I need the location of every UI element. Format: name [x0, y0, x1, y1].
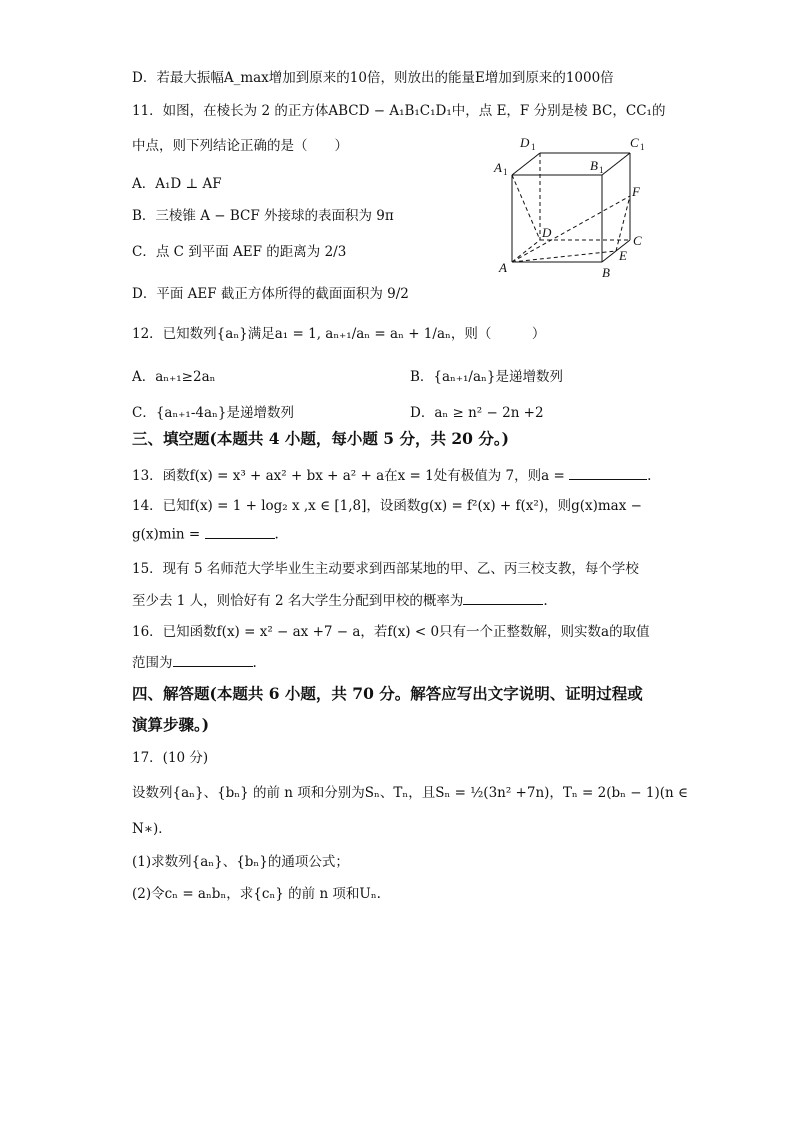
svg-text:1: 1: [503, 167, 508, 177]
question-17-part-2: (2)令cₙ = aₙbₙ，求{cₙ} 的前 n 项和Uₙ.: [132, 886, 381, 902]
q12-option-a: A．aₙ₊₁≥2aₙ: [132, 369, 216, 385]
answer-blank: [173, 653, 253, 668]
question-17-title: 17．(10 分): [132, 750, 209, 766]
q12-option-b: B．{aₙ₊₁/aₙ}是递增数列: [410, 369, 563, 385]
question-16-cont: 范围为 .: [132, 651, 257, 671]
answer-blank: [463, 591, 543, 606]
section-3-heading: 三、填空题(本题共 4 小题，每小题 5 分，共 20 分。): [132, 429, 509, 448]
q12-option-d: D．aₙ ≥ n² − 2n +2: [410, 405, 544, 421]
q11-option-a: A．A₁D ⊥ AF: [132, 176, 222, 192]
question-11: 11．如图，在棱长为 2 的正方体ABCD − A₁B₁C₁D₁中，点 E，F 分别是棱 BC，CC₁的: [132, 103, 666, 119]
svg-text:1: 1: [640, 142, 645, 152]
label-b: B: [602, 265, 610, 280]
question-17-part-1: (1)求数列{aₙ}、{bₙ}的通项公式；: [132, 854, 349, 870]
section-4-heading-cont: 演算步骤。): [132, 715, 210, 734]
question-16: 16．已知函数f(x) = x² − ax +7 − a，若f(x) < 0只有一个正整数解，则实数a的取值: [132, 624, 650, 640]
question-15-cont: 至少去 1 人，则恰好有 2 名大学生分配到甲校的概率为 .: [132, 589, 548, 609]
question-14: 14．已知f(x) = 1 + log₂ x ,x ∈ [1,8]，设函数g(x) = f²(x) + f(x²)，则g(x)max −: [132, 498, 642, 514]
cube-figure: [490, 130, 650, 280]
option-d-q10: D．若最大振幅A_max增加到原来的10倍，则放出的能量E增加到原来的1000倍: [132, 70, 614, 86]
q12-option-c: C．{aₙ₊₁-4aₙ}是递增数列: [132, 405, 294, 421]
label-a1: A: [494, 160, 502, 175]
question-15: 15．现有 5 名师范大学毕业生主动要求到西部某地的甲、乙、丙三校支教，每个学校: [132, 561, 639, 577]
question-11-cont: 中点，则下列结论正确的是（ ）: [132, 138, 348, 154]
label-a: A: [499, 260, 507, 275]
label-e: E: [619, 248, 627, 263]
answer-blank: [569, 466, 647, 481]
question-14-cont: g(x)min = .: [132, 524, 279, 543]
svg-text:1: 1: [599, 165, 604, 175]
q11-option-b: B．三棱锥 A − BCF 外接球的表面积为 9π: [132, 208, 394, 224]
label-d: D: [542, 225, 552, 240]
q11-option-c: C．点 C 到平面 AEF 的距离为 2/3: [132, 244, 347, 260]
label-f: F: [632, 184, 640, 199]
question-12: 12．已知数列{aₙ}满足a₁ = 1, aₙ₊₁/aₙ = aₙ + 1/aₙ，则（ ）: [132, 326, 546, 342]
label-d1: D: [520, 135, 530, 150]
label-b1: B: [590, 158, 598, 173]
svg-text:1: 1: [531, 142, 536, 152]
q11-option-d: D．平面 AEF 截正方体所得的截面面积为 9/2: [132, 286, 409, 302]
section-4-heading: 四、解答题(本题共 6 小题，共 70 分。解答应写出文字说明、证明过程或: [132, 684, 643, 703]
question-17-stem-cont: N∗)．: [132, 821, 172, 837]
label-c1: C: [630, 135, 639, 150]
answer-blank: [205, 524, 275, 539]
label-c: C: [633, 233, 642, 248]
question-17-stem: 设数列{aₙ}、{bₙ} 的前 n 项和分别为Sₙ、Tₙ，且Sₙ = ½(3n² +7n)，Tₙ = 2(bₙ − 1)(n ∈: [132, 785, 688, 801]
question-13: 13．函数f(x) = x³ + ax² + bx + a² + a在x = 1处有极值为 7，则a = .: [132, 464, 651, 484]
